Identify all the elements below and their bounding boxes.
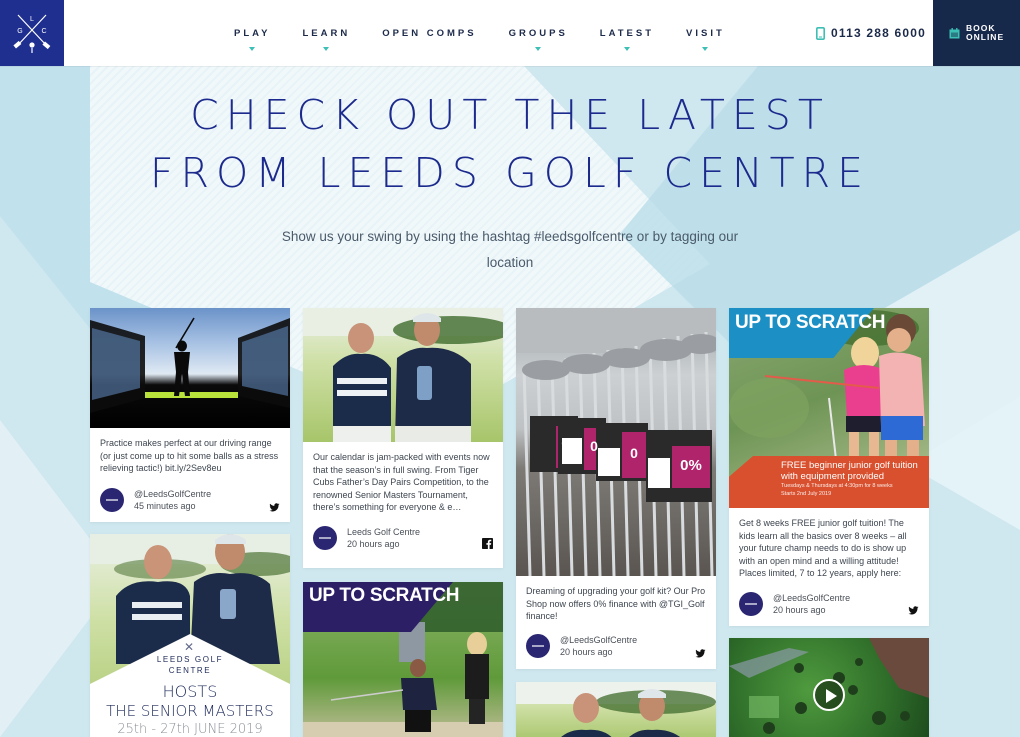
- nav-item-learn[interactable]: [286, 0, 366, 66]
- post-image-driving-range: [90, 308, 290, 428]
- banner-text: UP TO SCRATCH: [309, 585, 460, 606]
- post-video-aerial-course: [729, 638, 929, 737]
- svg-text:G: G: [17, 28, 23, 35]
- post-text: Get 8 weeks FREE junior golf tuition! The kids learn all the basics over 8 weeks – all your future champ needs to do is show up with an open mind and a willing attitude! Places limited, 7 to 12 years, apply here:: [739, 518, 907, 579]
- caret-down-icon: [624, 47, 630, 51]
- nav-label: PLAY: [234, 28, 271, 39]
- nav-item-groups[interactable]: [493, 0, 584, 66]
- nav-label: LATEST: [599, 28, 655, 39]
- avatar: [313, 526, 337, 550]
- feed-post[interactable]: [516, 308, 716, 669]
- nav-item-play[interactable]: [218, 0, 286, 66]
- logo[interactable]: [0, 0, 64, 66]
- caret-down-icon: [323, 47, 329, 51]
- facebook-icon[interactable]: [482, 538, 493, 549]
- nav-item-open-comps[interactable]: [366, 0, 492, 66]
- post-time: 20 hours ago: [347, 539, 400, 549]
- twitter-icon[interactable]: [908, 605, 919, 616]
- book-online-button[interactable]: [933, 0, 1020, 66]
- post-author[interactable]: [313, 526, 420, 550]
- avatar: [739, 592, 763, 616]
- svg-text:C: C: [41, 28, 47, 35]
- promo-text: FREE beginner junior golf tuition with equipment provided Tuesdays & Thursdays at 4:30pm for 8 weeks Starts 2nd July 2019: [781, 460, 918, 497]
- play-icon[interactable]: [813, 679, 845, 711]
- phone-number: 0113 288 6000: [831, 26, 927, 40]
- author-name: Leeds Golf Centre: [347, 527, 421, 537]
- twitter-icon[interactable]: [695, 648, 706, 659]
- post-image-up-to-scratch-bunker: [303, 582, 503, 737]
- post-text: Practice makes perfect at our driving range (or just come up to hit some balls as a stress relieving tactic!) bit.ly/2Sev8eu: [100, 438, 279, 474]
- feed-post[interactable]: [516, 682, 716, 737]
- post-author[interactable]: [100, 488, 211, 512]
- calendar-icon: [949, 28, 960, 39]
- author-name: @LeedsGolfCentre: [773, 593, 851, 603]
- feed-post[interactable]: [303, 308, 503, 568]
- feed-post[interactable]: [90, 308, 290, 522]
- post-image-golfers-trophy: [303, 308, 503, 442]
- post-time: 20 hours ago: [560, 647, 613, 657]
- svg-text:L: L: [30, 16, 34, 23]
- phone-link[interactable]: [816, 26, 926, 40]
- avatar: [526, 634, 550, 658]
- twitter-icon[interactable]: [269, 502, 280, 513]
- page-subtitle: Show us your swing by using the hashtag #leedsgolfcentre or by tagging our location: [281, 229, 739, 270]
- post-author[interactable]: [526, 634, 637, 658]
- banner-text: UP TO SCRATCH: [735, 312, 886, 333]
- main-nav: [218, 0, 741, 66]
- post-author[interactable]: [739, 592, 850, 616]
- poster-text: ✕ LEEDS GOLF CENTRE HOSTS THE SENIOR MASTERS 25th - 27th JUNE 2019: [106, 640, 274, 737]
- nav-item-visit[interactable]: [670, 0, 741, 66]
- mobile-phone-icon: [816, 27, 825, 40]
- author-name: @LeedsGolfCentre: [560, 635, 638, 645]
- caret-down-icon: [249, 47, 255, 51]
- author-name: @LeedsGolfCentre: [134, 489, 212, 499]
- caret-down-icon: [535, 47, 541, 51]
- site-header: [0, 0, 1020, 66]
- nav-label: GROUPS: [508, 28, 568, 39]
- post-image-senior-masters-poster: [90, 534, 290, 737]
- feed-post[interactable]: [90, 534, 290, 737]
- caret-down-icon: [702, 47, 708, 51]
- post-image-golfers-portrait: [516, 682, 716, 737]
- post-time: 45 minutes ago: [134, 501, 196, 511]
- nav-item-latest[interactable]: [584, 0, 670, 66]
- svg-text:0: 0: [630, 445, 638, 461]
- page-title: CHECK OUT THE LATEST FROM LEEDS GOLF CENTRE: [149, 91, 871, 197]
- book-online-label: BOOK ONLINE: [966, 23, 1005, 42]
- feed-post[interactable]: [729, 308, 929, 626]
- nav-label: VISIT: [686, 28, 725, 39]
- crossed-clubs-logo-icon: [12, 11, 52, 55]
- nav-label: OPEN COMPS: [382, 28, 477, 39]
- svg-text:0%: 0%: [680, 457, 702, 474]
- avatar: [100, 488, 124, 512]
- post-image-golf-clubs-finance: [516, 308, 716, 576]
- feed-post[interactable]: [303, 582, 503, 737]
- post-text: Our calendar is jam-packed with events now that the season’s in full swing. From Tiger Cubs Father’s Day Pairs Competition, to the renowned Senior Masters Tournament, there’s something for everyone & e…: [313, 452, 490, 513]
- feed-post[interactable]: [729, 638, 929, 737]
- svg-text:0: 0: [561, 436, 569, 451]
- post-image-up-to-scratch-junior: [729, 308, 929, 508]
- post-text: Dreaming of upgrading your golf kit? Our Pro Shop now offers 0% finance with @TGI_Golf finance!: [526, 586, 706, 622]
- post-time: 20 hours ago: [773, 605, 826, 615]
- svg-text:0: 0: [590, 438, 598, 454]
- nav-label: LEARN: [302, 28, 351, 39]
